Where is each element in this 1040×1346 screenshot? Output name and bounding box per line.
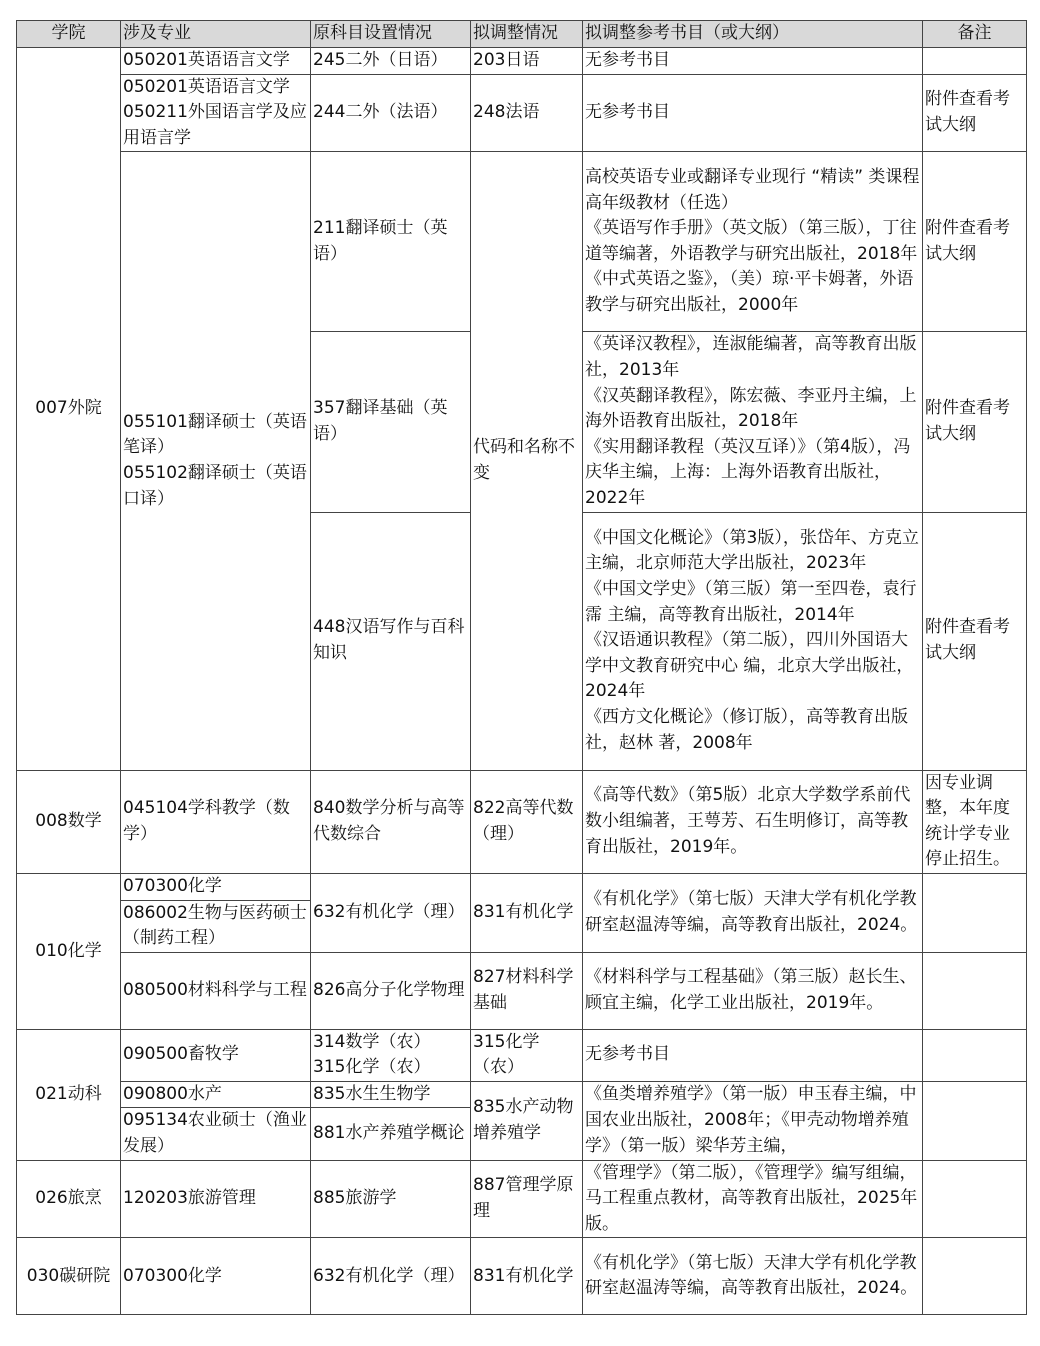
adjusted-subject-cell: 887管理学原理 [471, 1160, 583, 1238]
table-row [17, 952, 1027, 1029]
original-subject-cell: 314数学（农） 315化学（农） [311, 1029, 471, 1081]
adjusted-subject-cell: 315化学（农） [471, 1029, 583, 1081]
remark-cell: 附件查看考试大纲 [923, 152, 1027, 332]
original-subject-cell: 632有机化学（理） [311, 1238, 471, 1315]
header-books: 拟调整参考书目（或大纲） [583, 21, 923, 48]
table-row [17, 48, 1027, 75]
college-cell: 010化学 [17, 873, 121, 1029]
original-subject-cell: 632有机化学（理） [311, 873, 471, 952]
original-subject-cell: 245二外（日语） [311, 48, 471, 75]
college-cell: 030碳研院 [17, 1238, 121, 1315]
major-cell: 050201英语语言文学 050211外国语言学及应用语言学 [121, 74, 311, 152]
original-subject-cell: 448汉语写作与百科知识 [311, 512, 471, 770]
major-cell: 055101翻译硕士（英语笔译） 055102翻译硕士（英语口译） [121, 152, 311, 770]
adjusted-subject-cell: 835水产动物增养殖学 [471, 1081, 583, 1160]
major-cell: 045104学科教学（数学） [121, 770, 311, 873]
adjusted-subject-cell: 代码和名称不变 [471, 152, 583, 770]
major-cell: 070300化学 [121, 873, 311, 900]
reference-books-cell: 无参考书目 [583, 48, 923, 75]
major-cell: 050201英语语言文学 [121, 48, 311, 75]
table-row [17, 1160, 1027, 1238]
original-subject-cell: 835水生生物学 [311, 1081, 471, 1108]
remark-cell [923, 1081, 1027, 1160]
remark-cell: 因专业调整，本年度统计学专业停止招生。 [923, 770, 1027, 873]
original-subject-cell: 826高分子化学物理 [311, 952, 471, 1029]
major-cell: 080500材料科学与工程 [121, 952, 311, 1029]
original-subject-cell: 357翻译基础（英语） [311, 332, 471, 512]
college-cell: 008数学 [17, 770, 121, 873]
remark-cell [923, 1029, 1027, 1081]
reference-books-cell: 高校英语专业或翻译专业现行 “精读” 类课程高年级教材（任选） 《英语写作手册》（英文版）（第三版），丁往道等编著，外语教学与研究出版社，2018年 《中式英语之鉴》，（美）琼·平卡姆著，外语教学与研究出版社，2000年 [583, 152, 923, 332]
header-original: 原科目设置情况 [311, 21, 471, 48]
adjusted-subject-cell: 203日语 [471, 48, 583, 75]
original-subject-cell: 211翻译硕士（英语） [311, 152, 471, 332]
header-major: 涉及专业 [121, 21, 311, 48]
adjusted-subject-cell: 831有机化学 [471, 873, 583, 952]
college-cell: 026旅烹 [17, 1160, 121, 1238]
reference-books-cell: 无参考书目 [583, 1029, 923, 1081]
college-cell: 007外院 [17, 48, 121, 771]
original-subject-cell: 881水产养殖学概论 [311, 1108, 471, 1160]
header-adjust: 拟调整情况 [471, 21, 583, 48]
header-row [17, 21, 1027, 48]
adjusted-subject-cell: 822高等代数（理） [471, 770, 583, 873]
original-subject-cell: 885旅游学 [311, 1160, 471, 1238]
table-row [17, 1238, 1027, 1315]
table-row [17, 770, 1027, 873]
remark-cell: 附件查看考试大纲 [923, 512, 1027, 770]
reference-books-cell: 《有机化学》（第七版）天津大学有机化学教研室赵温涛等编，高等教育出版社，2024。 [583, 873, 923, 952]
adjusted-subject-cell: 831有机化学 [471, 1238, 583, 1315]
remark-cell: 附件查看考试大纲 [923, 332, 1027, 512]
table-row [17, 74, 1027, 152]
original-subject-cell: 840数学分析与高等代数综合 [311, 770, 471, 873]
major-cell: 095134农业硕士（渔业发展） [121, 1108, 311, 1160]
header-college: 学院 [17, 21, 121, 48]
major-cell: 086002生物与医药硕士（制药工程） [121, 900, 311, 952]
table-row [17, 873, 1027, 900]
reference-books-cell: 《英译汉教程》，连淑能编著，高等教育出版社，2013年 《汉英翻译教程》，陈宏薇、李亚丹主编，上海外语教育出版社，2018年 《实用翻译教程（英汉互译）》（第4版），冯庆华主编，上海：上海外语教育出版社，2022年 [583, 332, 923, 512]
header-remark: 备注 [923, 21, 1027, 48]
table-row [17, 1081, 1027, 1108]
reference-books-cell: 《高等代数》（第5版）北京大学数学系前代数小组编著，王萼芳、石生明修订，高等教育出版社，2019年。 [583, 770, 923, 873]
remark-cell [923, 48, 1027, 75]
reference-books-cell: 《鱼类增养殖学》（第一版）申玉春主编，中国农业出版社，2008年；《甲壳动物增养殖学》（第一版）梁华芳主编， [583, 1081, 923, 1160]
reference-books-cell: 《中国文化概论》（第3版），张岱年、方克立 主编，北京师范大学出版社，2023年 《中国文学史》（第三版）第一至四卷，袁行霈 主编，高等教育出版社，2014年 《汉语通识教程》（第二版），四川外国语大学中文教育研究中心 编，北京大学出版社，2024年 《西方文化概论》（修订版），高等教育出版社，赵林 著，2008年 [583, 512, 923, 770]
table-row [17, 152, 1027, 332]
major-cell: 090500畜牧学 [121, 1029, 311, 1081]
major-cell: 120203旅游管理 [121, 1160, 311, 1238]
remark-cell: 附件查看考试大纲 [923, 74, 1027, 152]
remark-cell [923, 1160, 1027, 1238]
remark-cell [923, 952, 1027, 1029]
reference-books-cell: 无参考书目 [583, 74, 923, 152]
major-cell: 070300化学 [121, 1238, 311, 1315]
table-row [17, 1029, 1027, 1081]
reference-books-cell: 《有机化学》（第七版）天津大学有机化学教研室赵温涛等编，高等教育出版社，2024。 [583, 1238, 923, 1315]
original-subject-cell: 244二外（法语） [311, 74, 471, 152]
adjusted-subject-cell: 248法语 [471, 74, 583, 152]
adjusted-subject-cell: 827材料科学基础 [471, 952, 583, 1029]
remark-cell [923, 1238, 1027, 1315]
reference-books-cell: 《材料科学与工程基础》（第三版）赵长生、顾宜主编，化学工业出版社，2019年。 [583, 952, 923, 1029]
adjustment-table [16, 20, 1027, 1315]
remark-cell [923, 873, 1027, 952]
reference-books-cell: 《管理学》（第二版），《管理学》编写组编，马工程重点教材，高等教育出版社，2025年版。 [583, 1160, 923, 1238]
college-cell: 021动科 [17, 1029, 121, 1160]
major-cell: 090800水产 [121, 1081, 311, 1108]
